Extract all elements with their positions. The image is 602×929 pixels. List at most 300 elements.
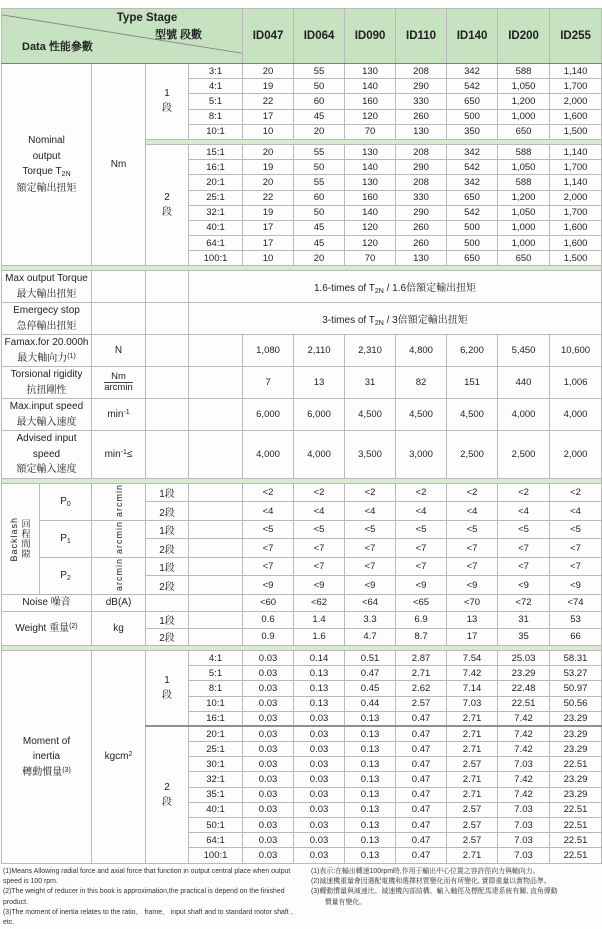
value-cell: 4,000 xyxy=(294,431,345,479)
empty-ratio-cell xyxy=(189,628,243,645)
value-cell: 20 xyxy=(243,64,294,79)
value-cell: 0.13 xyxy=(294,681,345,696)
value-cell: 160 xyxy=(345,190,396,205)
value-cell: 2,110 xyxy=(294,335,345,367)
label-max-input-speed: Max.input speed 最大輸入速度 xyxy=(2,399,92,431)
unit-arcmin: arcmin xyxy=(92,557,146,594)
value-cell: <65 xyxy=(396,594,447,611)
value-cell: 0.47 xyxy=(396,848,447,863)
label-backlash xyxy=(2,483,40,594)
value-cell: 0.13 xyxy=(345,848,396,863)
value-cell: 0.03 xyxy=(243,711,294,726)
value-cell: 2.71 xyxy=(447,772,498,787)
value-cell: 2.87 xyxy=(396,650,447,665)
value-cell: 1,200 xyxy=(498,190,550,205)
value-cell: 650 xyxy=(447,190,498,205)
value-cell: 0.47 xyxy=(396,742,447,757)
value-cell: 23.29 xyxy=(550,742,602,757)
empty-ratio-cell xyxy=(189,483,243,502)
value-cell: <7 xyxy=(294,539,345,558)
ratio-cell: 10:1 xyxy=(189,124,243,139)
value-cell: 22.48 xyxy=(498,681,550,696)
value-cell: 1,600 xyxy=(550,236,602,251)
value-cell: 20 xyxy=(294,124,345,139)
backlash-label-zh: 回程間隙 xyxy=(20,518,31,559)
value-cell: 7.03 xyxy=(498,818,550,833)
stage-label: 1段 xyxy=(146,483,189,502)
value-cell: 22.51 xyxy=(550,757,602,772)
value-cell: 66 xyxy=(550,628,602,645)
model-header-id255: ID255 xyxy=(550,9,602,64)
value-cell: 7.03 xyxy=(498,848,550,863)
value-cell: 70 xyxy=(345,251,396,266)
value-cell: 1,200 xyxy=(498,94,550,109)
value-cell: 0.03 xyxy=(243,818,294,833)
value-cell: 2.71 xyxy=(447,848,498,863)
value-cell: 7.42 xyxy=(498,742,550,757)
empty-stage-cell xyxy=(146,335,189,367)
value-cell: 4,000 xyxy=(550,399,602,431)
value-cell: 208 xyxy=(396,144,447,159)
value-cell: 58.31 xyxy=(550,650,602,665)
value-cell: 17 xyxy=(243,109,294,124)
stage-label: 1段 xyxy=(146,611,189,628)
value-cell: 2,000 xyxy=(550,431,602,479)
formula-cell: 1.6-times of $T_{2N} / 1.6$倍額定輸出扭矩 xyxy=(189,271,602,303)
empty-ratio-cell xyxy=(189,539,243,558)
value-cell: 2.71 xyxy=(447,742,498,757)
value-cell: 1,140 xyxy=(550,175,602,190)
value-cell: 6,200 xyxy=(447,335,498,367)
value-cell: <9 xyxy=(294,576,345,595)
value-cell: 22.51 xyxy=(498,696,550,711)
value-cell: 0.9 xyxy=(243,628,294,645)
value-cell: 7.42 xyxy=(498,711,550,726)
model-header-id110: ID110 xyxy=(396,9,447,64)
value-cell: 0.47 xyxy=(396,726,447,741)
model-header-id200: ID200 xyxy=(498,9,550,64)
label-advised-input-speed: Advised input speed 額定輸入速度 xyxy=(2,431,92,479)
value-cell: 4,000 xyxy=(243,431,294,479)
value-cell: 140 xyxy=(345,79,396,94)
stage-label: 2段 xyxy=(146,628,189,645)
value-cell: <4 xyxy=(345,502,396,521)
ratio-cell: 64:1 xyxy=(189,833,243,848)
value-cell: 0.13 xyxy=(294,696,345,711)
value-cell: 440 xyxy=(498,367,550,399)
value-cell: 342 xyxy=(447,64,498,79)
value-cell: 0.47 xyxy=(396,787,447,802)
value-cell: <5 xyxy=(243,520,294,539)
value-cell: 2.71 xyxy=(447,711,498,726)
stage-label: 2段 xyxy=(146,539,189,558)
value-cell: 7.54 xyxy=(447,650,498,665)
footnote-zh-line: (3)轉動慣量與減速比、減速機內部結構、輸入軸徑及標配馬達系統有關, 直角傳動 xyxy=(311,888,558,896)
value-cell: <2 xyxy=(550,483,602,502)
empty-stage-cell xyxy=(146,367,189,399)
value-cell: 10 xyxy=(243,124,294,139)
ratio-cell: 20:1 xyxy=(189,175,243,190)
value-cell: <2 xyxy=(447,483,498,502)
value-cell: 0.47 xyxy=(396,711,447,726)
value-cell: 2.62 xyxy=(396,681,447,696)
formula-cell: 3-times of $T_{2N} / 3$倍額定輸出扭矩 xyxy=(189,303,602,335)
value-cell: 2,000 xyxy=(550,94,602,109)
label-emergency-stop: Emergecy stop 急停輸出扭矩 xyxy=(2,303,92,335)
value-cell: 1,080 xyxy=(243,335,294,367)
value-cell: 0.13 xyxy=(345,757,396,772)
value-cell: <70 xyxy=(447,594,498,611)
value-cell: <7 xyxy=(294,557,345,576)
ratio-cell: 8:1 xyxy=(189,109,243,124)
ratio-cell: 40:1 xyxy=(189,220,243,235)
value-cell: 0.03 xyxy=(294,787,345,802)
value-cell: 0.13 xyxy=(294,666,345,681)
value-cell: 4,500 xyxy=(396,399,447,431)
value-cell: 0.47 xyxy=(345,666,396,681)
ratio-cell: 32:1 xyxy=(189,205,243,220)
value-cell: 650 xyxy=(447,94,498,109)
label-max-output-torque: Max output Torque 最大輸出扭矩 xyxy=(2,271,92,303)
ratio-cell: 50:1 xyxy=(189,818,243,833)
ratio-cell: 40:1 xyxy=(189,802,243,817)
value-cell: 0.03 xyxy=(243,772,294,787)
value-cell: 140 xyxy=(345,205,396,220)
ratio-cell: 25:1 xyxy=(189,190,243,205)
unit-arcmin: arcmin xyxy=(92,520,146,557)
value-cell: <7 xyxy=(447,557,498,576)
value-cell: 2,500 xyxy=(498,431,550,479)
value-cell: 0.03 xyxy=(243,726,294,741)
value-cell: 0.03 xyxy=(243,833,294,848)
value-cell: 140 xyxy=(345,160,396,175)
value-cell: 4,500 xyxy=(447,399,498,431)
value-cell: 20 xyxy=(243,144,294,159)
footnote-zh-line: (2)減速機重量會因選配電機和選擇材質變化而有所變化, 實際重量以實物品準。 xyxy=(311,877,551,885)
unit-noise: dB(A) xyxy=(92,594,146,611)
value-cell: <5 xyxy=(550,520,602,539)
value-cell: 130 xyxy=(345,175,396,190)
value-cell: 19 xyxy=(243,160,294,175)
value-cell: <9 xyxy=(396,576,447,595)
value-cell: 0.13 xyxy=(345,833,396,848)
value-cell: 0.47 xyxy=(396,772,447,787)
value-cell: 208 xyxy=(396,64,447,79)
value-cell: 0.03 xyxy=(243,666,294,681)
value-cell: 342 xyxy=(447,144,498,159)
value-cell: 23.29 xyxy=(550,711,602,726)
value-cell: 120 xyxy=(345,220,396,235)
unit-famax: N xyxy=(92,335,146,367)
value-cell: 0.03 xyxy=(294,848,345,863)
stage-label: 2 段 xyxy=(146,726,189,863)
value-cell: 23.29 xyxy=(550,726,602,741)
value-cell: 0.13 xyxy=(345,742,396,757)
value-cell: 0.47 xyxy=(396,802,447,817)
value-cell: <60 xyxy=(243,594,294,611)
value-cell: <7 xyxy=(396,557,447,576)
value-cell: 1,140 xyxy=(550,144,602,159)
footnote-en-line: (3)The moment of inertia relates to the ratio、 frame、 input shaft and to standard motor shaft 、 etc. xyxy=(3,909,298,927)
value-cell: 0.03 xyxy=(294,833,345,848)
value-cell: 22 xyxy=(243,190,294,205)
empty-ratio-cell xyxy=(189,557,243,576)
stage-label: 2段 xyxy=(146,576,189,595)
value-cell: 0.03 xyxy=(243,696,294,711)
value-cell: 5,450 xyxy=(498,335,550,367)
value-cell: <7 xyxy=(345,557,396,576)
value-cell: 1,700 xyxy=(550,79,602,94)
value-cell: 120 xyxy=(345,236,396,251)
model-header-id140: ID140 xyxy=(447,9,498,64)
value-cell: 7 xyxy=(243,367,294,399)
value-cell: <4 xyxy=(447,502,498,521)
footnote-zh-line: (1)表示:在輸出轉速100rpm時,作用于輸出中心位置之容許徑向力與軸向力。 xyxy=(311,867,540,875)
value-cell: 500 xyxy=(447,109,498,124)
label-nominal-torque: Nominal output Torque $T_{2N}$ 額定輸出扭矩 xyxy=(2,64,92,266)
value-cell: 19 xyxy=(243,79,294,94)
value-cell: 0.13 xyxy=(345,711,396,726)
value-cell: 50 xyxy=(294,160,345,175)
value-cell: 542 xyxy=(447,160,498,175)
value-cell: <7 xyxy=(345,539,396,558)
empty-ratio-cell xyxy=(189,594,243,611)
footnote-en-line: (2)The weight of reducer in this book is approximation,the practical is depend on the finished product. xyxy=(3,888,285,906)
value-cell: 2.57 xyxy=(447,833,498,848)
value-cell: 0.13 xyxy=(345,802,396,817)
ratio-cell: 32:1 xyxy=(189,772,243,787)
value-cell: <72 xyxy=(498,594,550,611)
value-cell: 55 xyxy=(294,144,345,159)
value-cell: 31 xyxy=(345,367,396,399)
value-cell: 542 xyxy=(447,79,498,94)
value-cell: 500 xyxy=(447,236,498,251)
value-cell: 1,006 xyxy=(550,367,602,399)
model-header-id064: ID064 xyxy=(294,9,345,64)
label-noise: Noise 噪音 xyxy=(2,594,92,611)
value-cell: <9 xyxy=(550,576,602,595)
value-cell: 0.03 xyxy=(243,650,294,665)
value-cell: 0.03 xyxy=(243,802,294,817)
value-cell: 588 xyxy=(498,64,550,79)
value-cell: 0.03 xyxy=(294,802,345,817)
value-cell: 6,000 xyxy=(243,399,294,431)
value-cell: 0.6 xyxy=(243,611,294,628)
value-cell: 0.14 xyxy=(294,650,345,665)
empty-stage-cell xyxy=(146,431,189,479)
value-cell: 31 xyxy=(498,611,550,628)
value-cell: <4 xyxy=(396,502,447,521)
value-cell: 0.47 xyxy=(396,757,447,772)
value-cell: 45 xyxy=(294,220,345,235)
value-cell: 588 xyxy=(498,144,550,159)
unit-max-input-speed: $\min^{-1}$ xyxy=(92,399,146,431)
value-cell: <9 xyxy=(447,576,498,595)
spec-table xyxy=(1,8,602,864)
empty-ratio-cell xyxy=(189,502,243,521)
value-cell: <7 xyxy=(447,539,498,558)
value-cell: 7.42 xyxy=(498,726,550,741)
value-cell: 2,000 xyxy=(550,190,602,205)
value-cell: 130 xyxy=(345,64,396,79)
value-cell: 0.03 xyxy=(294,818,345,833)
value-cell: 542 xyxy=(447,205,498,220)
value-cell: <4 xyxy=(498,502,550,521)
value-cell: <4 xyxy=(294,502,345,521)
value-cell: <7 xyxy=(550,557,602,576)
value-cell: <62 xyxy=(294,594,345,611)
value-cell: 22.51 xyxy=(550,848,602,863)
backlash-label-en: Backlash xyxy=(8,516,19,562)
value-cell: <9 xyxy=(345,576,396,595)
value-cell: 130 xyxy=(345,144,396,159)
value-cell: <2 xyxy=(294,483,345,502)
value-cell: 330 xyxy=(396,94,447,109)
label-torsional-rigidity: Torsional rigidity 抗扭剛性 xyxy=(2,367,92,399)
ratio-cell: 100:1 xyxy=(189,848,243,863)
value-cell: 19 xyxy=(243,205,294,220)
value-cell: 0.03 xyxy=(294,711,345,726)
value-cell: 7.03 xyxy=(498,757,550,772)
value-cell: 1,500 xyxy=(550,251,602,266)
footnotes xyxy=(1,864,599,929)
ratio-cell: 5:1 xyxy=(189,94,243,109)
value-cell: 0.03 xyxy=(243,742,294,757)
value-cell: 4,000 xyxy=(498,399,550,431)
unit-arcmin: arcmin xyxy=(92,483,146,520)
value-cell: 6.9 xyxy=(396,611,447,628)
ratio-cell: 25:1 xyxy=(189,742,243,757)
empty-unit-cell xyxy=(92,271,146,303)
backlash-class-label: $P_2$ xyxy=(40,557,92,594)
value-cell: 0.03 xyxy=(294,757,345,772)
value-cell: 1,500 xyxy=(550,124,602,139)
value-cell: 1,000 xyxy=(498,220,550,235)
value-cell: 22.51 xyxy=(550,818,602,833)
value-cell: 1,600 xyxy=(550,109,602,124)
value-cell: 650 xyxy=(498,251,550,266)
value-cell: 1,050 xyxy=(498,79,550,94)
unit-torsional-rigidity: $\frac{Nm}{\text{arcmin}}$ xyxy=(92,367,146,399)
value-cell: 0.13 xyxy=(345,818,396,833)
value-cell: 1,700 xyxy=(550,205,602,220)
unit-nominal-torque: Nm xyxy=(92,64,146,266)
value-cell: 500 xyxy=(447,220,498,235)
ratio-cell: 3:1 xyxy=(189,64,243,79)
value-cell: 0.13 xyxy=(345,772,396,787)
value-cell: 0.13 xyxy=(345,726,396,741)
value-cell: <7 xyxy=(243,539,294,558)
value-cell: 22.51 xyxy=(550,802,602,817)
empty-ratio-cell xyxy=(189,520,243,539)
value-cell: 0.03 xyxy=(243,681,294,696)
value-cell: 0.51 xyxy=(345,650,396,665)
empty-ratio-cell xyxy=(189,431,243,479)
empty-ratio-cell xyxy=(189,576,243,595)
value-cell: 22 xyxy=(243,94,294,109)
value-cell: 1,000 xyxy=(498,236,550,251)
value-cell: 3,000 xyxy=(396,431,447,479)
value-cell: 151 xyxy=(447,367,498,399)
ratio-cell: 16:1 xyxy=(189,160,243,175)
value-cell: 7.03 xyxy=(447,696,498,711)
footnote-en-line: (1)Means Allowing radial force and axial force that function in output central place when output speed is 100 rpm. xyxy=(3,867,291,885)
value-cell: 7.03 xyxy=(498,833,550,848)
empty-stage-cell xyxy=(146,399,189,431)
unit-advised-input-speed: $\min^{-1}\le$ xyxy=(92,431,146,479)
value-cell: 350 xyxy=(447,124,498,139)
value-cell: 1,050 xyxy=(498,205,550,220)
corner-type-stage-label-zh: 型號 段數 xyxy=(154,29,203,41)
value-cell: 0.03 xyxy=(243,757,294,772)
value-cell: 0.45 xyxy=(345,681,396,696)
value-cell: 0.03 xyxy=(243,848,294,863)
value-cell: 2.71 xyxy=(447,726,498,741)
value-cell: 17 xyxy=(243,220,294,235)
value-cell: 10,600 xyxy=(550,335,602,367)
value-cell: 70 xyxy=(345,124,396,139)
value-cell: <5 xyxy=(345,520,396,539)
value-cell: 4,500 xyxy=(345,399,396,431)
value-cell: 25.03 xyxy=(498,650,550,665)
value-cell: 130 xyxy=(396,251,447,266)
value-cell: 290 xyxy=(396,79,447,94)
value-cell: <7 xyxy=(396,539,447,558)
value-cell: 650 xyxy=(447,251,498,266)
value-cell: 55 xyxy=(294,175,345,190)
stage-label: 1 段 xyxy=(146,650,189,726)
value-cell: 260 xyxy=(396,220,447,235)
empty-ratio-cell xyxy=(189,367,243,399)
value-cell: 22.51 xyxy=(550,833,602,848)
value-cell: 208 xyxy=(396,175,447,190)
value-cell: 7.14 xyxy=(447,681,498,696)
ratio-cell: 8:1 xyxy=(189,681,243,696)
value-cell: <7 xyxy=(243,557,294,576)
value-cell: 1,700 xyxy=(550,160,602,175)
value-cell: 2,500 xyxy=(447,431,498,479)
value-cell: 1.4 xyxy=(294,611,345,628)
value-cell: 342 xyxy=(447,175,498,190)
value-cell: 3,500 xyxy=(345,431,396,479)
stage-label: 1 段 xyxy=(146,64,189,140)
label-famax: Famax.for 20.000h 最大軸向力$^{(1)}$ xyxy=(2,335,92,367)
value-cell: <5 xyxy=(396,520,447,539)
unit-inertia: kgcm$^2$ xyxy=(92,650,146,863)
backlash-class-label: $P_1$ xyxy=(40,520,92,557)
value-cell: 10 xyxy=(243,251,294,266)
value-cell: 50 xyxy=(294,205,345,220)
value-cell: <7 xyxy=(550,539,602,558)
corner-data-label: Data 性能參數 xyxy=(22,41,93,53)
value-cell: 8.7 xyxy=(396,628,447,645)
value-cell: 330 xyxy=(396,190,447,205)
value-cell: 2.57 xyxy=(447,757,498,772)
value-cell: 7.42 xyxy=(498,787,550,802)
value-cell: 260 xyxy=(396,236,447,251)
value-cell: 0.03 xyxy=(294,742,345,757)
value-cell: 650 xyxy=(498,124,550,139)
value-cell: 45 xyxy=(294,109,345,124)
empty-ratio-cell xyxy=(189,399,243,431)
stage-label: 2段 xyxy=(146,502,189,521)
value-cell: 2.71 xyxy=(396,666,447,681)
value-cell: 4.7 xyxy=(345,628,396,645)
value-cell: <2 xyxy=(345,483,396,502)
value-cell: 17 xyxy=(447,628,498,645)
value-cell: 13 xyxy=(294,367,345,399)
value-cell: 0.47 xyxy=(396,818,447,833)
